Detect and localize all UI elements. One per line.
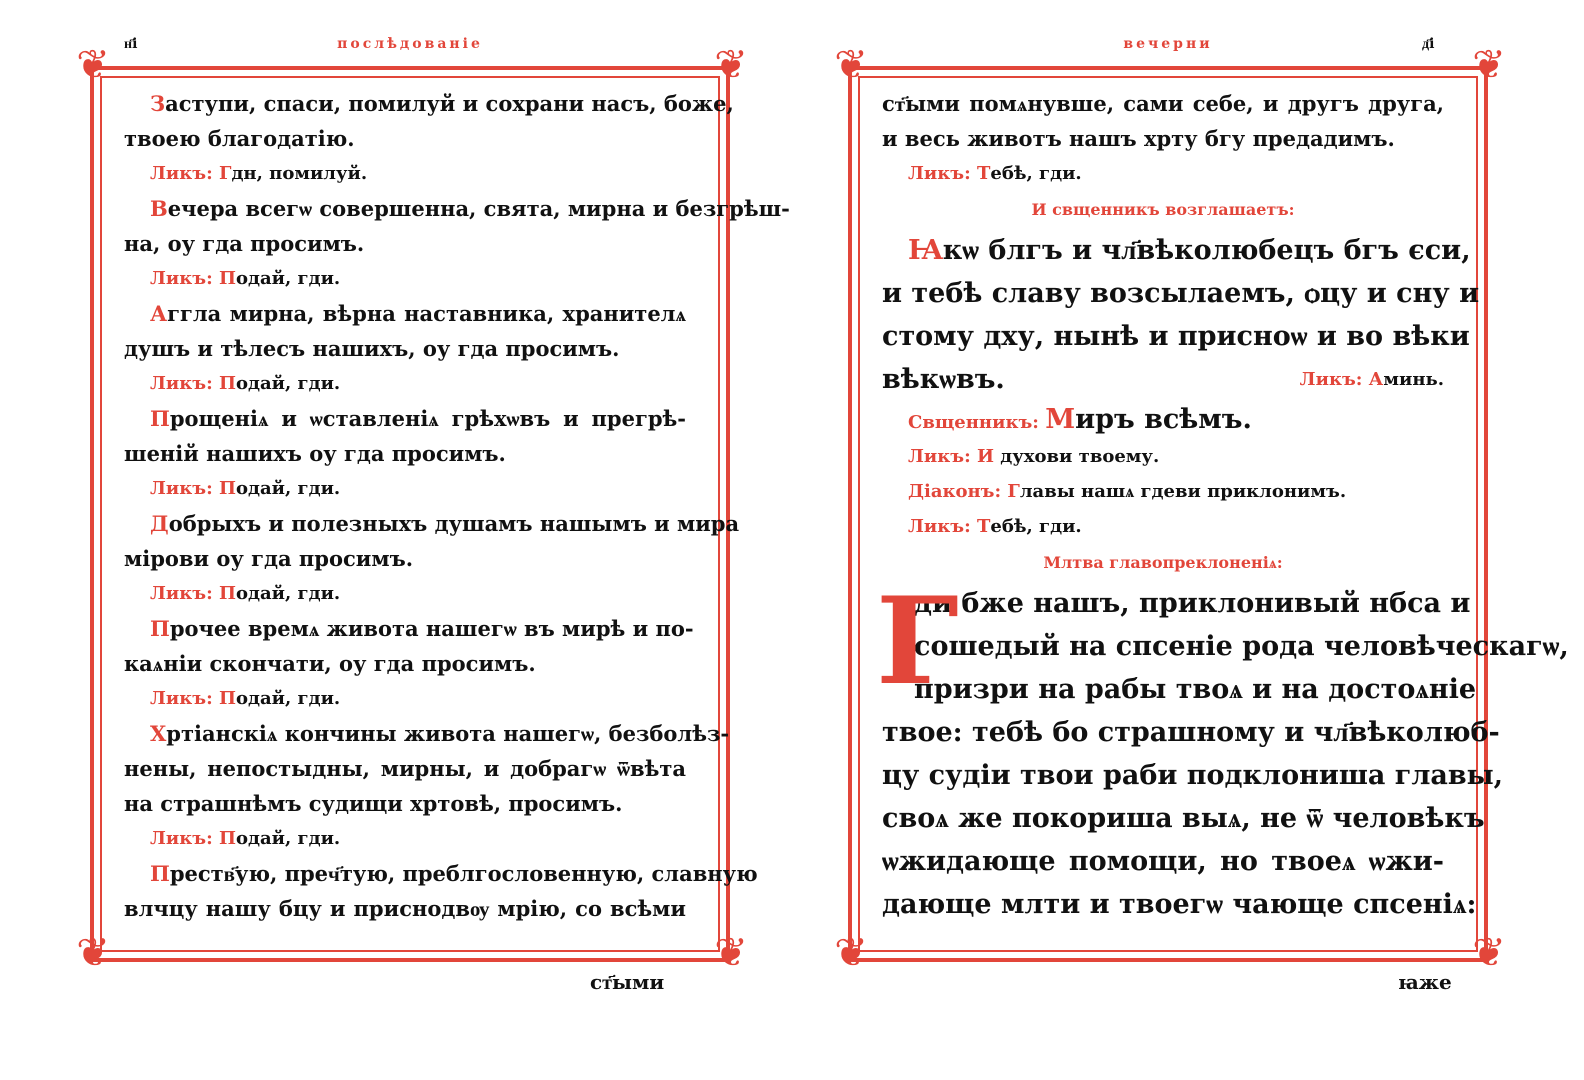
- corner-ornament-icon: ❦: [834, 42, 868, 88]
- line-text: сошедый на спсеніе рода человѣческагѡ,: [914, 631, 1569, 662]
- response-text: одай, гди.: [236, 373, 341, 394]
- line-text: твоею благодатію.: [124, 126, 355, 151]
- line-text: дающе млти и твоегѡ чающе спсеніѧ:: [882, 889, 1477, 920]
- response-line: [882, 474, 1444, 509]
- response-line: [882, 439, 1444, 474]
- priest-line: [882, 401, 1444, 439]
- line-text: реств҃ую, преч҃тую, преблгословенную, славную: [169, 861, 758, 886]
- text-line: [124, 331, 686, 366]
- line-text: рочее времѧ живота нашегѡ въ мирѣ и по-: [169, 616, 694, 641]
- response-text: дн, помилуй.: [231, 163, 368, 184]
- response-initial: Т: [977, 163, 991, 184]
- left-text-body: [124, 86, 790, 926]
- response-line: [124, 471, 686, 506]
- corner-ornament-icon: ❦: [76, 42, 110, 88]
- response-initial: П: [219, 268, 236, 289]
- line-text: ечера всегѡ совершенна, свята, мирна и безгрѣш-: [167, 196, 790, 221]
- initial-letter: Х: [150, 721, 167, 746]
- running-head: послѣдованіе: [337, 36, 483, 52]
- response-label: Діаконъ:: [908, 481, 1008, 502]
- line-text: призри на рабы твоѧ и на достоѧніе: [914, 674, 1477, 705]
- response-initial: П: [219, 688, 236, 709]
- response-line: [124, 366, 686, 401]
- priest-text: иръ всѣмъ.: [1075, 404, 1252, 435]
- initial-letter: З: [150, 91, 166, 116]
- response-line: [124, 156, 686, 191]
- line-text: ггла мирна, вѣрна наставника, хранителѧ: [167, 301, 686, 326]
- response-text: одай, гди.: [236, 478, 341, 499]
- line-text: ди бже нашъ, приклонивый нбса и: [914, 588, 1471, 619]
- response-text: одай, гди.: [236, 583, 341, 604]
- initial-letter: Ꙗ: [908, 235, 943, 266]
- response-label: Ликъ:: [150, 373, 219, 394]
- line-text: ѡжидающе помощи, но твоеѧ ѡжи-: [882, 846, 1444, 877]
- corner-ornament-icon: ❦: [76, 930, 110, 976]
- line-text: кѡ блгъ и чл҃вѣколюбецъ бгъ єси,: [942, 235, 1471, 266]
- text-line: [882, 625, 1569, 668]
- response-text: минь.: [1383, 369, 1444, 390]
- prayer-heading: Млтва главопреклоненіѧ:: [1043, 553, 1283, 572]
- text-line: [882, 315, 1470, 358]
- line-text: вѣкѡвъ.: [882, 364, 1005, 395]
- text-line: [882, 86, 1444, 121]
- line-text: обрыхъ и полезныхъ душамъ нашымъ и мира: [168, 511, 740, 536]
- line-text: на страшнѣмъ судищи хртовѣ, просимъ.: [124, 791, 623, 816]
- text-line: [882, 840, 1444, 883]
- drop-cap: Г: [876, 571, 959, 712]
- corner-ornament-icon: ❦: [1472, 930, 1506, 976]
- catchword: ст҃ыми: [590, 970, 665, 994]
- text-line: [124, 646, 686, 681]
- line-text: стому дху, нынѣ и присноѡ и во вѣки: [882, 321, 1470, 352]
- left-page: [60, 0, 790, 1080]
- text-line: [882, 121, 1444, 156]
- line-text: твое: тебѣ бо страшному и чл҃вѣколюб-: [882, 717, 1500, 748]
- response-initial: И: [977, 446, 995, 467]
- response-text: лавы нашѧ гдеви приклонимъ.: [1019, 481, 1347, 502]
- line-text: аступи, спаси, помилуй и сохрани насъ, боже,: [165, 91, 734, 116]
- text-line: [124, 226, 686, 261]
- text-line: [124, 506, 740, 541]
- response-label: Ликъ:: [150, 163, 219, 184]
- response-initial: Г: [219, 163, 232, 184]
- response-initial: П: [219, 373, 236, 394]
- line-text: душъ и тѣлесъ нашихъ, оу гда просимъ.: [124, 336, 620, 361]
- line-text: цу судіи твои раби подклониша главы,: [882, 760, 1504, 791]
- initial-letter: П: [150, 616, 170, 641]
- line-text: нены, непостыдны, мирны, и добрагѡ ѿвѣта: [124, 756, 686, 781]
- response-line: [882, 509, 1444, 544]
- text-line: [124, 296, 686, 331]
- text-line: [882, 883, 1477, 926]
- text-line: [124, 191, 790, 226]
- priest-initial: М: [1045, 404, 1076, 435]
- line-text: и весь животъ нашъ хрту бгу предадимъ.: [882, 126, 1395, 151]
- response-label: Ликъ:: [1299, 369, 1369, 390]
- right-text-body: [876, 86, 1569, 926]
- running-head: вечерни: [1123, 36, 1213, 52]
- text-line: [124, 611, 694, 646]
- text-line: [124, 751, 686, 786]
- response-initial: Т: [977, 516, 991, 537]
- response-line: [882, 156, 1444, 191]
- section-heading: И свщенникъ возглашаетъ:: [1031, 200, 1295, 219]
- page-number: н҃і: [124, 36, 138, 52]
- response-label: Ликъ:: [150, 828, 219, 849]
- response-label: Ликъ:: [150, 583, 219, 604]
- text-line: [882, 229, 1471, 272]
- corner-ornament-icon: ❦: [714, 42, 748, 88]
- corner-ornament-icon: ❦: [1472, 42, 1506, 88]
- response-line: [124, 261, 686, 296]
- response-label: Ликъ:: [150, 478, 219, 499]
- text-line: [124, 856, 758, 891]
- text-line: [124, 121, 686, 156]
- response-label: Ликъ:: [908, 516, 977, 537]
- response-label: Ликъ:: [150, 268, 219, 289]
- line-text: влчцу нашу бцу и приснодвѹ мрію, со всѣми: [124, 896, 686, 921]
- initial-letter: А: [150, 301, 168, 326]
- text-line: [124, 716, 730, 751]
- corner-ornament-icon: ❦: [834, 930, 868, 976]
- line-text: и тебѣ славу возсылаемъ, ѻцу и сну и: [882, 278, 1480, 309]
- text-line: [124, 891, 686, 926]
- text-line: [124, 541, 686, 576]
- initial-letter: В: [150, 196, 168, 221]
- corner-ornament-icon: ❦: [714, 930, 748, 976]
- text-line: [124, 786, 686, 821]
- text-line: [882, 668, 1477, 711]
- text-line: [882, 358, 1444, 401]
- line-text: своѧ же покориша выѧ, не ѿ человѣкъ: [882, 803, 1485, 834]
- priest-label: Свщенникъ:: [908, 412, 1046, 433]
- response-label: Ликъ:: [908, 446, 977, 467]
- line-text: мірови оу гда просимъ.: [124, 546, 414, 571]
- initial-letter: П: [150, 406, 170, 431]
- response-label: Ликъ:: [150, 688, 219, 709]
- response-label: Ликъ:: [908, 163, 977, 184]
- line-text: рощеніѧ и ѡставленіѧ грѣхѡвъ и прегрѣ-: [169, 406, 686, 431]
- response-text: одай, гди.: [236, 688, 341, 709]
- text-line: [882, 754, 1504, 797]
- initial-letter: Д: [150, 511, 169, 536]
- response-initial: Г: [1007, 481, 1020, 502]
- catchword: ꙗже: [1398, 970, 1452, 994]
- response-line: [124, 681, 686, 716]
- response-text: одай, гди.: [236, 828, 341, 849]
- response-initial: П: [219, 478, 236, 499]
- response-initial: П: [219, 828, 236, 849]
- response-amen: [1300, 358, 1444, 401]
- text-line: [124, 401, 686, 436]
- initial-letter: П: [150, 861, 170, 886]
- response-initial: П: [219, 583, 236, 604]
- text-line: [882, 797, 1485, 840]
- right-page: [818, 0, 1569, 1080]
- response-line: [124, 576, 686, 611]
- text-line: [882, 711, 1500, 754]
- response-text: одай, гди.: [236, 268, 341, 289]
- response-text: ебѣ, гди.: [990, 163, 1082, 184]
- page-number: д҃і: [1422, 36, 1435, 52]
- line-text: шеній нашихъ оу гда просимъ.: [124, 441, 506, 466]
- text-line: [882, 582, 1471, 625]
- response-line: [124, 821, 686, 856]
- text-line: [124, 436, 686, 471]
- line-text: ртіанскіѧ кончины живота нашегѡ, безболѣз-: [166, 721, 730, 746]
- response-text: ебѣ, гди.: [990, 516, 1082, 537]
- text-line: [124, 86, 734, 121]
- line-text: каѧніи скончати, оу гда просимъ.: [124, 651, 536, 676]
- response-text: духови твоему.: [994, 446, 1160, 467]
- line-text: ст҃ыми помѧнувше, сами себе, и другъ друга,: [882, 91, 1444, 116]
- text-line: [882, 272, 1480, 315]
- line-text: на, оу гда просимъ.: [124, 231, 365, 256]
- response-initial: А: [1368, 369, 1384, 390]
